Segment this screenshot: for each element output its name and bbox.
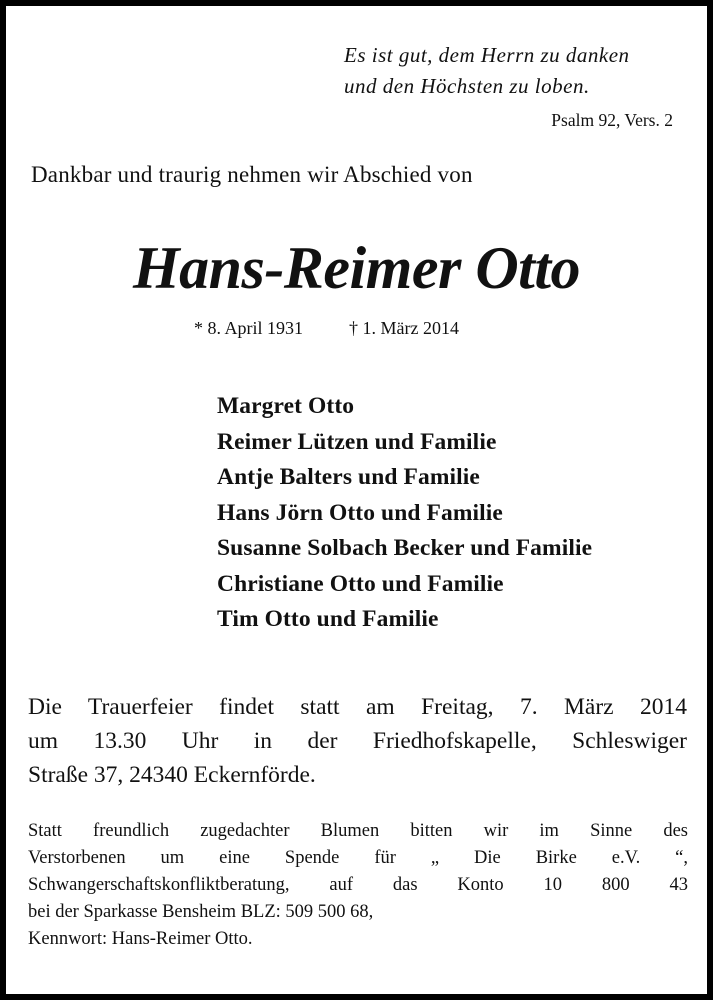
mourner-item: Margret Otto [217,393,355,419]
verse-line-2: und den Höchsten zu loben. [344,74,590,98]
donation-line-4: bei der Sparkasse Bensheim BLZ: 509 500 68, [28,902,374,922]
mourner-item: Hans Jörn Otto und Familie [217,499,503,526]
ceremony-line-2: um 13.30 Uhr in der Friedhofskapelle, Schleswiger [28,728,687,754]
verse-line-1: Es ist gut, dem Herrn zu danken [344,43,630,67]
birth-date: * 8. April 1931 [194,318,304,338]
mourner-item: Christiane Otto und Familie [217,570,504,597]
donation-request [28,818,688,953]
intro-text: Dankbar und traurig nehmen wir Abschied von [31,162,473,187]
donation-line-1: Statt freundlich zugedachter Blumen bitten wir im Sinne des [28,821,688,841]
verse-source: Psalm 92, Vers. 2 [551,110,673,130]
mourner-item: Antje Balters und Familie [217,464,480,490]
deceased-name: Hans-Reimer Otto [132,235,580,301]
donation-line-2: Verstorbenen um eine Spende für „ Die Birke e.V. “, [28,848,688,868]
ceremony-line-3: Straße 37, 24340 Eckernförde. [28,762,316,788]
mourner-item: Susanne Solbach Becker und Familie [217,535,593,561]
bible-verse [344,40,630,102]
death-date: † 1. März 2014 [349,318,459,338]
donation-line-5: Kennwort: Hans-Reimer Otto. [28,929,253,949]
funeral-ceremony-info [28,690,687,792]
donation-line-3: Schwangerschaftskonfliktberatung, auf das Konto 10 800 43 [28,875,688,895]
mourners-list [217,389,592,638]
mourner-item: Reimer Lützen und Familie [217,428,497,455]
mourner-item: Tim Otto und Familie [217,606,439,632]
ceremony-line-1: Die Trauerfeier findet statt am Freitag, 7. März 2014 [28,694,687,720]
life-dates [194,318,459,339]
